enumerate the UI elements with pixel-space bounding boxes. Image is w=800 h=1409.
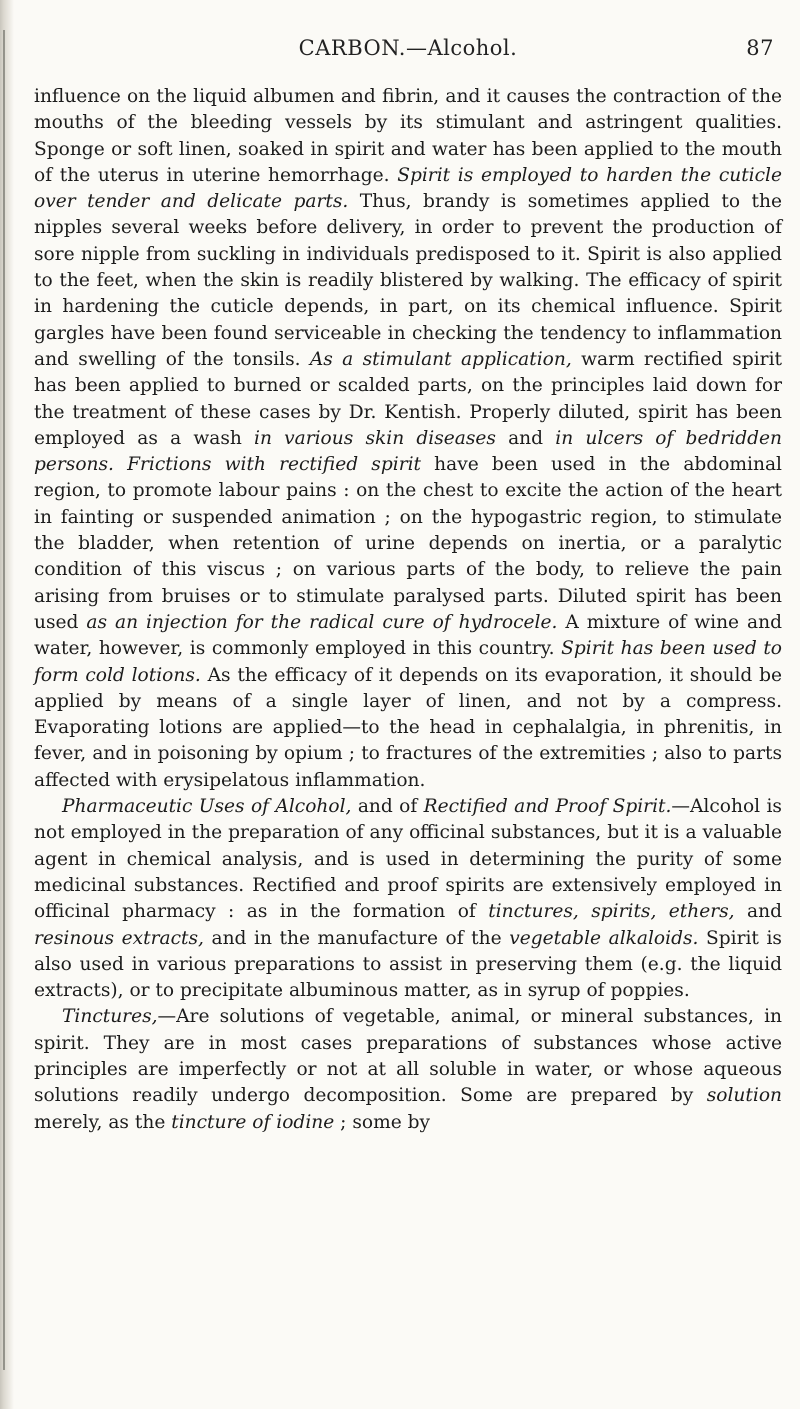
text-run: warm rectified spirit has been applied to burned or scalded parts, on the principles laid down for the treatment of these cases by Dr. Kentish. Properly diluted, spirit has been employed as a wash (34, 348, 782, 449)
body-text (34, 84, 782, 1136)
italic-run: Spirit is employed to harden the cuticle over tender and delicate parts. (34, 164, 782, 213)
italic-run: vegetable alkaloids. (509, 927, 699, 949)
running-title: CARBON.—Alcohol. (298, 36, 518, 60)
text-run: have been used in the abdominal region, to promote labour pains : on the chest to excite the action of the heart in fainting or suspended animation ; on the hypogastric region, to stimulate the bladder, when retention of urine depends on inertia, or a paralytic condition of this viscus ; on various parts of the body, to relieve the pain arising from bruises or to stimulate paralysed parts. Diluted spirit has been used (34, 454, 782, 633)
text-run: Thus, brandy is sometimes applied to the nipples several weeks before delivery, in order to prevent the production of sore nipple from suckling in individuals predisposed to it. Spirit is also applied to the feet, when the skin is readily blistered by walking. The efficacy of spirit in hardening the cuticle depends, in part, on its chemical influence. Spirit gargles have been found serviceable in checking the tendency to inflammation and swelling of the tonsils. (34, 191, 782, 370)
text-run: merely, as the (34, 1111, 172, 1133)
running-head (34, 36, 782, 70)
page-gutter-shadow (0, 0, 14, 1409)
italic-run: in various skin diseases (254, 427, 496, 449)
text-run: Spirit is also used in various preparations to assist in preserving them (e.g. the liquid extracts), or to precipitate albuminous matter, as in syrup of poppies. (34, 927, 782, 1002)
italic-run: in ulcers of bedridden persons. Frictions with rectified spirit (34, 427, 782, 476)
paragraph (34, 1004, 782, 1135)
italic-run: Pharmaceutic Uses of Alcohol, (62, 796, 352, 818)
italic-run: solution (706, 1085, 782, 1107)
italic-run: tinctures, spirits, ethers, (488, 901, 735, 923)
paragraph (34, 794, 782, 1004)
italic-run: Tinctures, (62, 1006, 158, 1028)
binding-edge (3, 30, 5, 1370)
text-run: and of (351, 796, 424, 818)
italic-run: tincture of iodine (171, 1111, 335, 1133)
paragraph (34, 84, 782, 794)
text-run: As the efficacy of it depends on its evaporation, it should be applied by means of a single layer of linen, and not by a compress. Evaporating lotions are applied—to the head in cephalalgia, in phrenitis, in fever, and in poisoning by opium ; to fractures of the extremities ; also to parts affected with erysipelatous inflammation. (34, 664, 782, 791)
italic-run: as an injection for the radical cure of hydrocele. (86, 611, 558, 633)
book-page (34, 36, 782, 1136)
page-number: 87 (746, 36, 774, 60)
text-run: ; some by (334, 1111, 431, 1133)
italic-run: resinous extracts, (34, 927, 204, 949)
text-run: and in the manufacture of the (203, 927, 510, 949)
italic-run: As a stimulant application, (309, 348, 572, 370)
text-run: influence on the liquid albumen and fibrin, and it causes the contraction of the mouths of the bleeding vessels by its stimulant and astringent qualities. Sponge or soft linen, soaked in spirit and water has been applied to the mouth of the uterus in uterine hemorrhage. (34, 86, 782, 186)
text-run: —Alcohol is not employed in the preparation of any officinal substances, but it is a valuable agent in chemical analysis, and is used in determining the purity of some medicinal substances. Rectified and proof spirits are extensively employed in officinal pharmacy : as in the formation of (34, 796, 782, 923)
text-run: A mixture of wine and water, however, is commonly employed in this country. (34, 611, 782, 660)
text-run: and (495, 427, 556, 449)
italic-run: Spirit has been used to form cold lotions. (34, 638, 782, 686)
text-run: —Are solutions of vegetable, animal, or mineral substances, in spirit. They are in most cases preparations of substances whose active principles are imperfectly or not at all soluble in water, or whose aqueous solutions readily undergo decomposition. Some are prepared by (34, 1006, 782, 1107)
text-run: and (734, 901, 782, 923)
italic-run: Rectified and Proof Spirit. (423, 796, 672, 818)
